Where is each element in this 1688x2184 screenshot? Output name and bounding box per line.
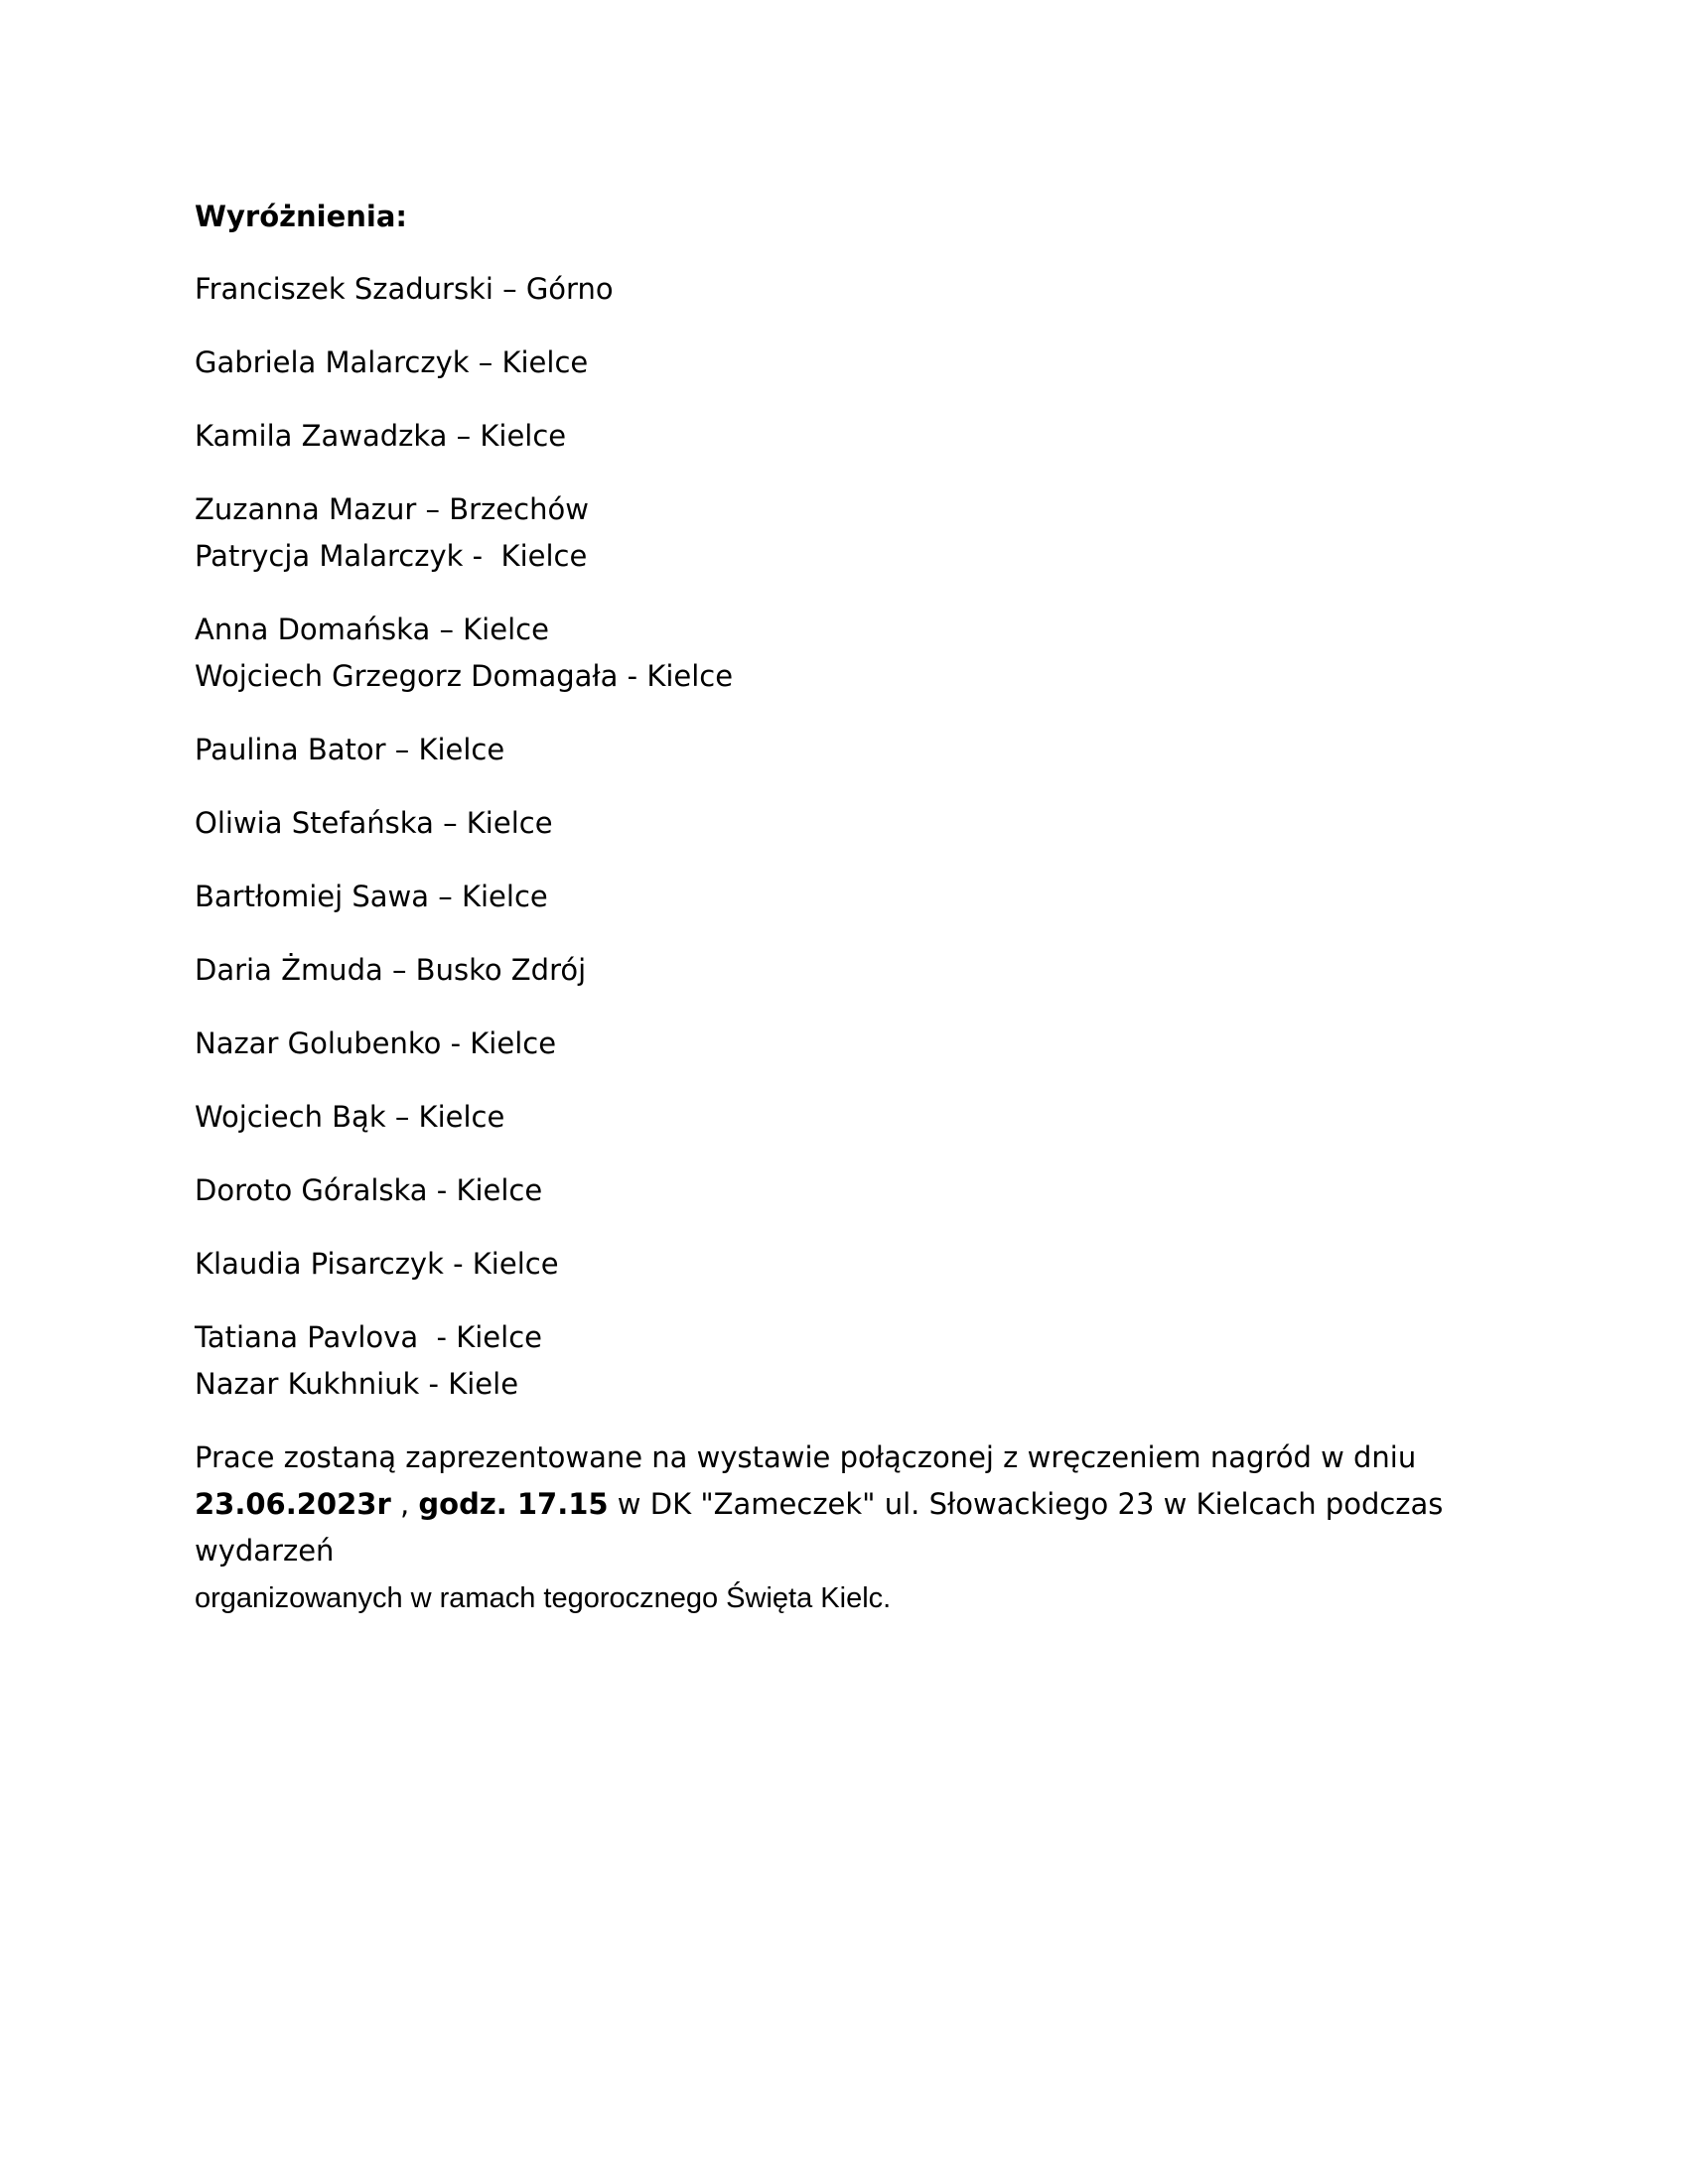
list-item <box>195 486 1505 580</box>
list-item <box>195 607 1505 700</box>
event-date: 23.06.2023r <box>195 1487 391 1521</box>
list-item-line: Patrycja Malarczyk - Kielce <box>195 539 588 573</box>
list-item-line: Bartłomiej Sawa – Kielce <box>195 880 548 913</box>
list-item-line: Zuzanna Mazur – Brzechów <box>195 492 589 526</box>
list-item <box>195 340 1505 386</box>
list-item <box>195 727 1505 773</box>
list-item <box>195 800 1505 847</box>
closing-paragraph <box>195 1434 1505 1622</box>
list-item-line: Oliwia Stefańska – Kielce <box>195 806 553 840</box>
honorable-mentions-list <box>195 266 1505 1408</box>
list-item-line: Wojciech Bąk – Kielce <box>195 1100 505 1134</box>
list-item <box>195 1094 1505 1141</box>
page-heading: Wyróżnienia: <box>195 200 408 233</box>
event-time: godz. 17.15 <box>418 1487 609 1521</box>
list-item-line: Wojciech Grzegorz Domagała - Kielce <box>195 659 734 693</box>
list-item <box>195 1167 1505 1214</box>
list-item-line: Kamila Zawadzka – Kielce <box>195 419 567 453</box>
list-item-line: Doroto Góralska - Kielce <box>195 1173 543 1207</box>
list-item-line: Anna Domańska – Kielce <box>195 613 549 646</box>
list-item-line: Klaudia Pisarczyk - Kielce <box>195 1247 559 1281</box>
date-separator: , <box>390 1487 419 1521</box>
list-item-line: Gabriela Malarczyk – Kielce <box>195 345 589 379</box>
list-item-line: Paulina Bator – Kielce <box>195 733 505 766</box>
list-item-line: Daria Żmuda – Busko Zdrój <box>195 953 587 987</box>
closing-text-part1: Prace zostaną zaprezentowane na wystawie połączonej z wręczeniem nagród w dniu <box>195 1440 1417 1474</box>
list-item-line: Tatiana Pavlova - Kielce <box>195 1320 542 1354</box>
list-item <box>195 413 1505 460</box>
document-page <box>195 194 1505 1622</box>
closing-text-part2: w DK "Zameczek" ul. Słowackiego 23 w Kielcach podczas wydarzeń <box>195 1487 1444 1568</box>
list-item <box>195 1021 1505 1067</box>
closing-text-part3: organizowanych w ramach tegorocznego Święta Kielc. <box>195 1582 892 1614</box>
list-item <box>195 874 1505 920</box>
list-item <box>195 947 1505 994</box>
list-item-line: Nazar Kukhniuk - Kiele <box>195 1367 519 1401</box>
list-item <box>195 1241 1505 1288</box>
list-item-line: Franciszek Szadurski – Górno <box>195 272 614 306</box>
list-item-line: Nazar Golubenko - Kielce <box>195 1026 557 1060</box>
list-item <box>195 266 1505 313</box>
list-item <box>195 1314 1505 1408</box>
